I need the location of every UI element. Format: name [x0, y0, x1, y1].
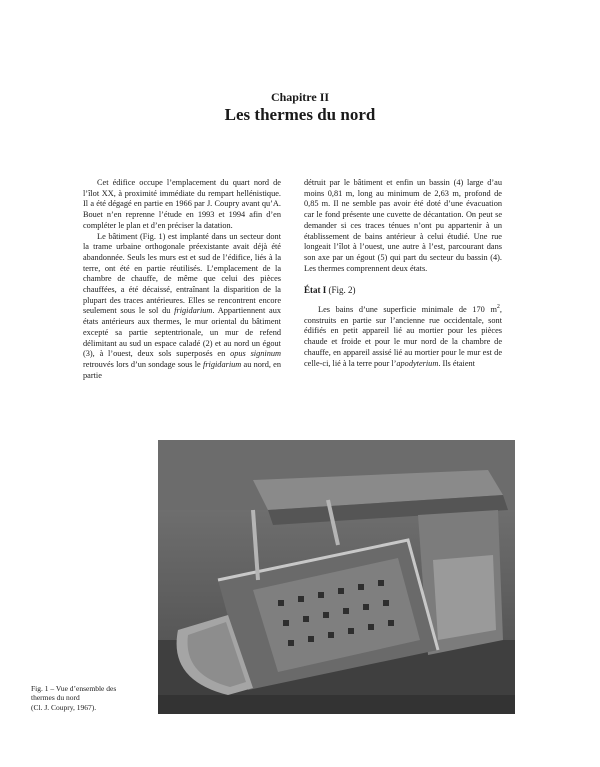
right-column — [304, 178, 502, 369]
paragraph-intro: Cet édifice occupe l’emplacement du quart nord de l’îlot XX, à proximité immédiate du rempart hellénistique. Il a été dégagé en partie en 1966 par J. Coupry avant qu’A. Bouet n’en reprenne l’étude en 1993 et 1994 afin d’en compléter le plan et d’en préciser la datation. — [83, 178, 281, 230]
caption-line: (Cl. J. Coupry, 1967). — [31, 702, 97, 712]
section-heading — [304, 285, 502, 296]
chapter-title: Les thermes du nord — [224, 105, 376, 124]
figure-caption — [31, 684, 156, 712]
section-heading-title: État I — [304, 285, 327, 296]
paragraph-etat-1: Les bains d’une superficie minimale de 170 $m^2$, construits en partie sur l’ancienne rue occidentale, sont édifiés en petit appareil lié au mortier pour les pièces chaude et froide et pour le mur nord de la chambre de chauffe, en appareil assisé lié au mortier pour le mur est de celle-ci, lié à la terre pour l’apodyterium. Ils étaient — [304, 304, 502, 368]
paragraph-continued: détruit par le bâtiment et enfin un bassin (4) large d’au moins 0,81 m, long au minimum de 2,63 m, profond de 0,85 m. Il ne semble pas avoir été doté d’une évacuation car le fond présente une cuvette de décantation. On peut se demander si ces traces ténues n’ont pu appartenir à un établissement de bains antérieur à celui étudié. Une rue longeait l’îlot à l’ouest, une autre à l’est, parcourant dans son axe par un égout (5) qui part du secteur du bassin (4). Les thermes comprennent deux états. — [304, 178, 502, 273]
caption-line: thermes du nord — [31, 693, 80, 703]
chapter-label: Chapitre II — [270, 90, 330, 104]
figure-photo — [158, 440, 515, 714]
left-column — [83, 178, 281, 381]
section-heading-ref: (Fig. 2) — [328, 285, 356, 296]
paragraph-building: Le bâtiment (Fig. 1) est implanté dans un secteur dont la trame urbaine orthogonale préexistante avait déjà été abandonnée. Seuls les murs est et sud de l’édifice, liés à la terre, ont été en partie réutilisés. L’emplacement de la chambre de chauffe, de même que celui des pièces chauffées, a été décaissé, entraînant la disparition de la plupart des traces antérieures. Elles se rencontrent encore seulement sous le sol du frigidarium. Appartiennent aux états antérieurs aux thermes, le mur oriental du bâtiment excepté sa partie septentrionale, un mur de refend délimitant au sud un espace caladé (2) et au nord un égout (3), à l’ouest, deux sols superposés en opus signinum retrouvés lors d’un sondage sous le frigidarium au nord, en partie — [83, 231, 282, 380]
excavation-photo — [158, 440, 515, 714]
caption-line: Fig. 1 – Vue d’ensemble des — [31, 684, 117, 693]
